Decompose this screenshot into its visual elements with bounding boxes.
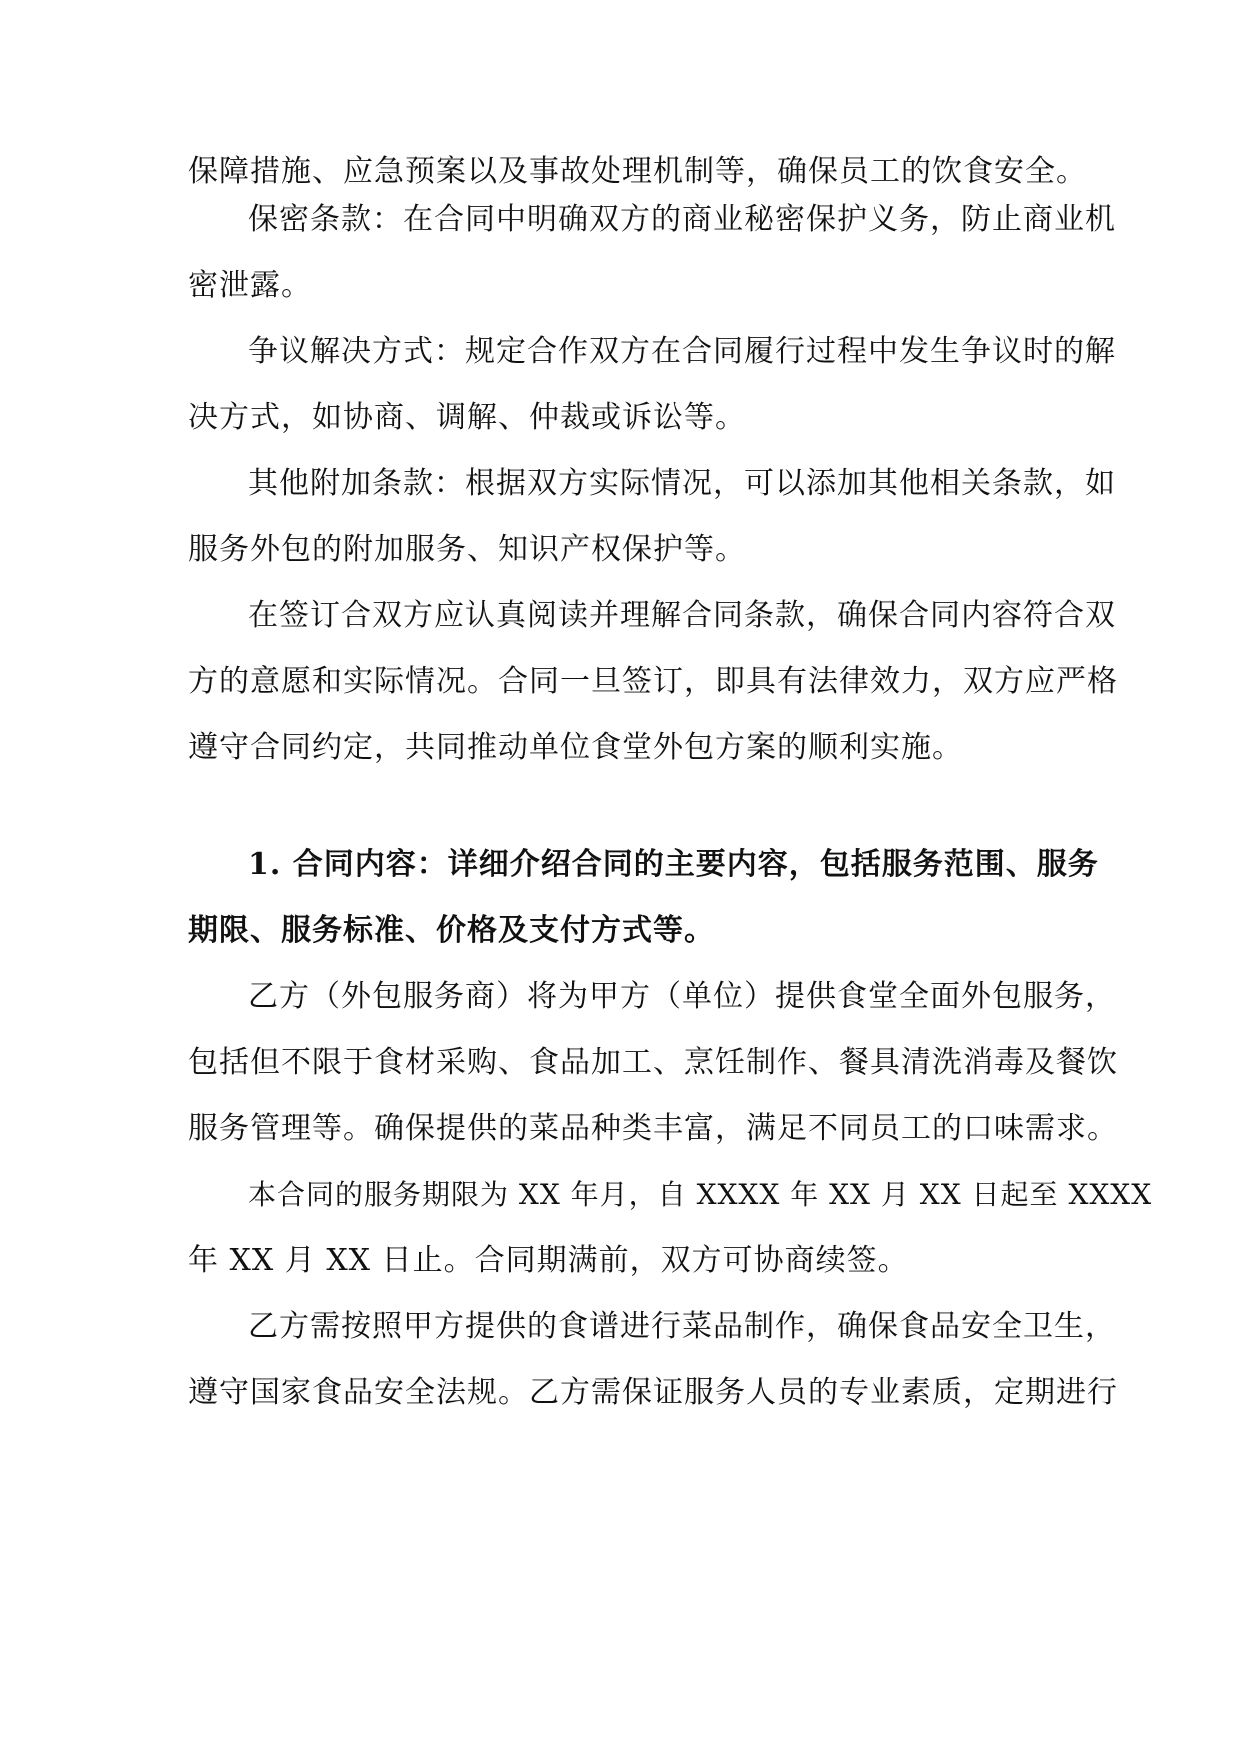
text-line: 争议解决方式：规定合作双方在合同履行过程中发生争议时的解 [248, 334, 1116, 369]
text-line: 乙方（外包服务商）将为甲方（单位）提供食堂全面外包服务， [248, 979, 1116, 1014]
text-line: 包括但不限于食材采购、食品加工、烹饪制作、餐具清洗消毒及餐饮 [188, 1045, 1118, 1080]
text-line: 其他附加条款：根据双方实际情况，可以添加其他相关条款，如 [248, 466, 1116, 501]
text-line: 在签订合双方应认真阅读并理解合同条款，确保合同内容符合双 [248, 598, 1116, 633]
text-line: 遵守国家食品安全法规。乙方需保证服务人员的专业素质，定期进行 [188, 1375, 1118, 1410]
section-heading: 期限、服务标准、价格及支付方式等。 [188, 913, 715, 948]
text-line: 遵守合同约定，共同推动单位食堂外包方案的顺利实施。 [188, 730, 963, 765]
text-line: 密泄露。 [188, 268, 312, 303]
section-heading: 1. 合同内容：详细介绍合同的主要内容，包括服务范围、服务 [248, 847, 1099, 882]
text-line: 保密条款：在合同中明确双方的商业秘密保护义务，防止商业机 [248, 202, 1116, 237]
text-line: 年 XX 月 XX 日止。合同期满前，双方可协商续签。 [188, 1243, 909, 1278]
text-line: 服务外包的附加服务、知识产权保护等。 [188, 532, 746, 567]
text-line: 乙方需按照甲方提供的食谱进行菜品制作，确保食品安全卫生， [248, 1309, 1116, 1344]
text-line: 本合同的服务期限为 XX 年月，自 XXXX 年 XX 月 XX 日起至 XXXX [248, 1178, 1153, 1211]
text-line: 决方式，如协商、调解、仲裁或诉讼等。 [188, 400, 746, 435]
text-line: 保障措施、应急预案以及事故处理机制等，确保员工的饮食安全。 [188, 154, 1087, 189]
text-line: 方的意愿和实际情况。合同一旦签订，即具有法律效力，双方应严格 [188, 664, 1118, 699]
text-line: 服务管理等。确保提供的菜品种类丰富，满足不同员工的口味需求。 [188, 1111, 1118, 1146]
